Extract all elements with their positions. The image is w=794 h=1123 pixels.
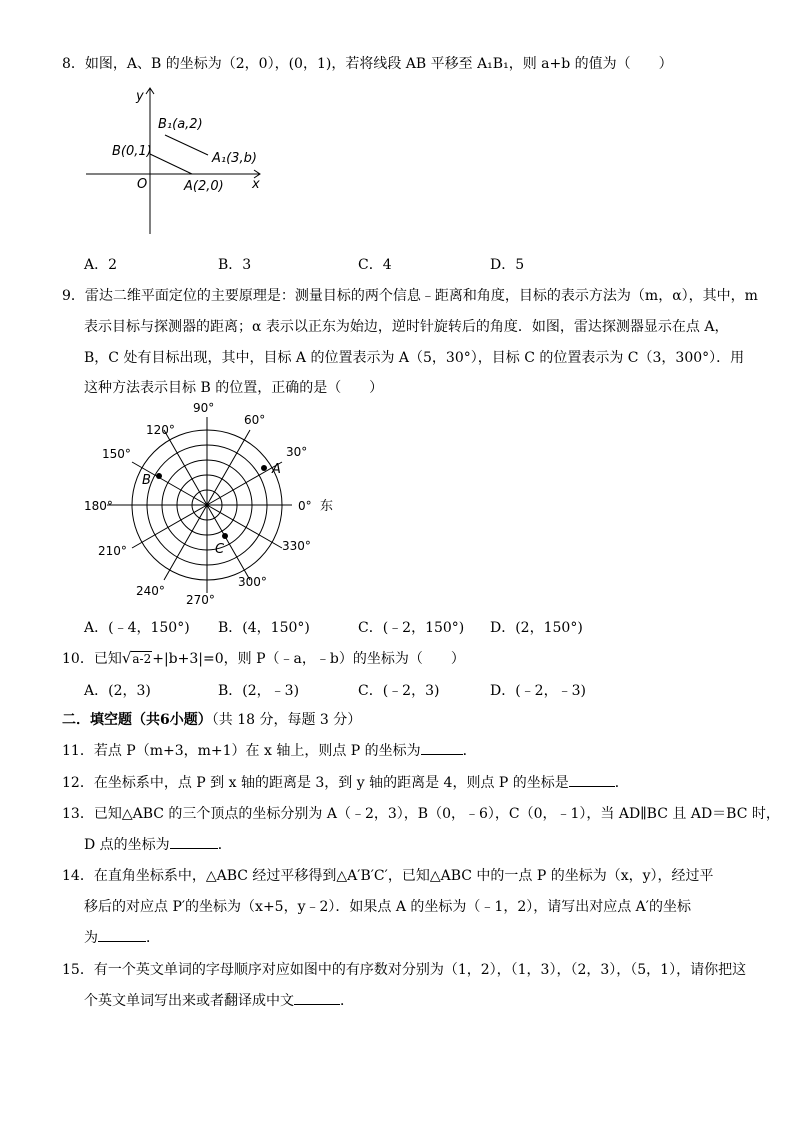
target-b-label: B (142, 473, 151, 488)
angle-60-label: 60° (244, 413, 266, 427)
point-b-label: B(0,1) (112, 144, 152, 159)
y-axis-label: y (136, 89, 144, 104)
target-a-dot (261, 465, 267, 471)
q13-number: 13． (62, 806, 94, 822)
q14-answer-blank[interactable] (98, 941, 146, 942)
angle-300-label: 300° (238, 575, 267, 589)
angle-90-label: 90° (193, 401, 215, 415)
q11-number: 11． (62, 743, 94, 759)
q14-line-2: 移后的对应点 P′的坐标为（x+5，y﹣2）．如果点 A 的坐标为（﹣1，2），请写出对应点 A′的坐标 (84, 899, 691, 915)
q9-text-1: 雷达二维平面定位的主要原理是：测量目标的两个信息﹣距离和角度，目标的表示方法为（m，α），其中，m (84, 288, 758, 304)
q11-text: 若点 P（m+3，m+1）在 x 轴上，则点 P 的坐标为 (93, 743, 421, 759)
angle-210-label: 210° (98, 544, 127, 558)
origin-label: O (137, 177, 148, 192)
x-axis-label: x (252, 177, 260, 192)
q15-line-1 (62, 961, 746, 979)
q9-option-c[interactable]: C．(﹣2，150°) (358, 620, 465, 636)
section-title: 二．填空题（共6小题） (62, 712, 212, 728)
q14-number: 14． (62, 868, 94, 884)
q8-option-d[interactable]: D．5 (490, 257, 525, 273)
q9-number: 9． (62, 288, 85, 304)
q9-option-d[interactable]: D．(2，150°) (490, 620, 583, 636)
q14-line-1 (62, 867, 714, 885)
q11-answer-blank[interactable] (421, 754, 463, 755)
target-c-label: C (215, 542, 225, 557)
q12-answer-blank[interactable] (569, 786, 615, 787)
angle-180-label: 180° (84, 499, 113, 513)
angle-270-label: 270° (186, 593, 215, 607)
angle-150-label: 150° (102, 447, 131, 461)
q10-post: +|b+3|=0，则 P（﹣a，﹣b）的坐标为（ ） (152, 651, 465, 667)
segment-a1b1 (165, 135, 208, 155)
q10-option-b[interactable]: B．(2，﹣3) (218, 683, 300, 699)
q10-option-a[interactable]: A．(2，3) (84, 683, 151, 699)
q9-option-a[interactable]: A．(﹣4，150°) (84, 620, 190, 636)
angle-30-label: 30° (286, 445, 308, 459)
q9-line-3: B，C 处有目标出现，其中，目标 A 的位置表示为 A（5，30°），目标 C 的位置表示为 C（3，300°）．用 (84, 350, 745, 366)
q15-answer-blank[interactable] (294, 1004, 340, 1005)
section-subtitle: （共 18 分，每题 3 分） (211, 712, 362, 728)
q15-text-2: 个英文单词写出来或者翻译成中文 (84, 993, 294, 1009)
q8-number: 8． (62, 56, 85, 72)
q9-line-4: 这种方法表示目标 B 的位置，正确的是（ ） (84, 380, 384, 396)
section-header (62, 711, 361, 729)
q13-text-2: D 点的坐标为 (84, 837, 170, 853)
q10-stem: 10．已知√a-2+|b+3|=0，则 P（﹣a，﹣b）的坐标为（ ） (62, 649, 465, 667)
angle-240-label: 240° (136, 584, 165, 598)
q10-options (84, 680, 704, 698)
target-a-label: A (272, 462, 281, 477)
q8-figure (82, 82, 272, 242)
q9-radar-figure (80, 398, 350, 610)
q8-stem (62, 55, 673, 73)
q9-option-b[interactable]: B．(4，150°) (218, 620, 310, 636)
q12-end: ． (614, 775, 629, 791)
point-a-label: A(2,0) (184, 179, 224, 194)
point-b1-label: B₁(a,2) (158, 117, 203, 132)
q15-line-2 (84, 992, 354, 1010)
q13-line-1 (62, 805, 780, 823)
q12-number: 12． (62, 775, 94, 791)
q11-stem (62, 742, 477, 760)
q9-line-1 (62, 287, 758, 305)
q10-radicand: a-2 (132, 652, 152, 666)
q9-line-2: 表示目标与探测器的距离；α 表示以正东为始边，逆时针旋转后的角度．如图，雷达探测器显示在点 A， (84, 319, 729, 335)
q15-text-1: 有一个英文单词的字母顺序对应如图中的有序数对分别为（1，2），（1，3），（2，3），（5，1），请你把这 (93, 962, 747, 978)
target-c-dot (222, 533, 228, 539)
q13-answer-blank[interactable] (170, 848, 218, 849)
q8-option-c[interactable]: C．4 (358, 257, 392, 273)
q8-options (84, 254, 684, 272)
q11-end: ． (462, 743, 477, 759)
angle-120-label: 120° (146, 423, 175, 437)
angle-330-label: 330° (282, 539, 311, 553)
q10-pre: 已知 (93, 651, 122, 667)
q10-option-c[interactable]: C．(﹣2，3) (358, 683, 440, 699)
q13-text-1: 已知△ABC 的三个顶点的坐标分别为 A（﹣2，3），B（0，﹣6），C（0，﹣1），当 AD∥BC 且 AD＝BC 时， (93, 806, 780, 822)
q15-number: 15． (62, 962, 94, 978)
q14-end: ． (146, 930, 160, 946)
point-a1-label: A₁(3,b) (212, 151, 257, 166)
east-label: 东 (320, 499, 334, 514)
q8-option-a[interactable]: A．2 (84, 257, 118, 273)
q13-end: ． (217, 837, 232, 853)
q10-number: 10． (62, 651, 94, 667)
angle-0-label: 0° (298, 499, 312, 513)
q8-option-b[interactable]: B．3 (218, 257, 252, 273)
target-b-dot (156, 473, 162, 479)
q9-options (84, 617, 704, 635)
q15-end: ． (340, 993, 354, 1009)
q8-text: 如图，A、B 的坐标为（2，0），(0，1)，若将线段 AB 平移至 A₁B₁，则 a+b 的值为（ ） (84, 56, 673, 72)
q14-text-1: 在直角坐标系中，△ABC 经过平移得到△A′B′C′，已知△ABC 中的一点 P 的坐标为（x，y），经过平 (93, 868, 714, 884)
q14-text-3: 为 (84, 930, 98, 946)
q12-text: 在坐标系中，点 P 到 x 轴的距离是 3，到 y 轴的距离是 4，则点 P 的坐标是 (93, 775, 569, 791)
q14-line-3 (84, 929, 160, 947)
segment-ab (150, 154, 192, 174)
q13-line-2 (84, 836, 232, 854)
q12-stem (62, 774, 629, 792)
q10-option-d[interactable]: D．(﹣2，﹣3) (490, 683, 586, 699)
